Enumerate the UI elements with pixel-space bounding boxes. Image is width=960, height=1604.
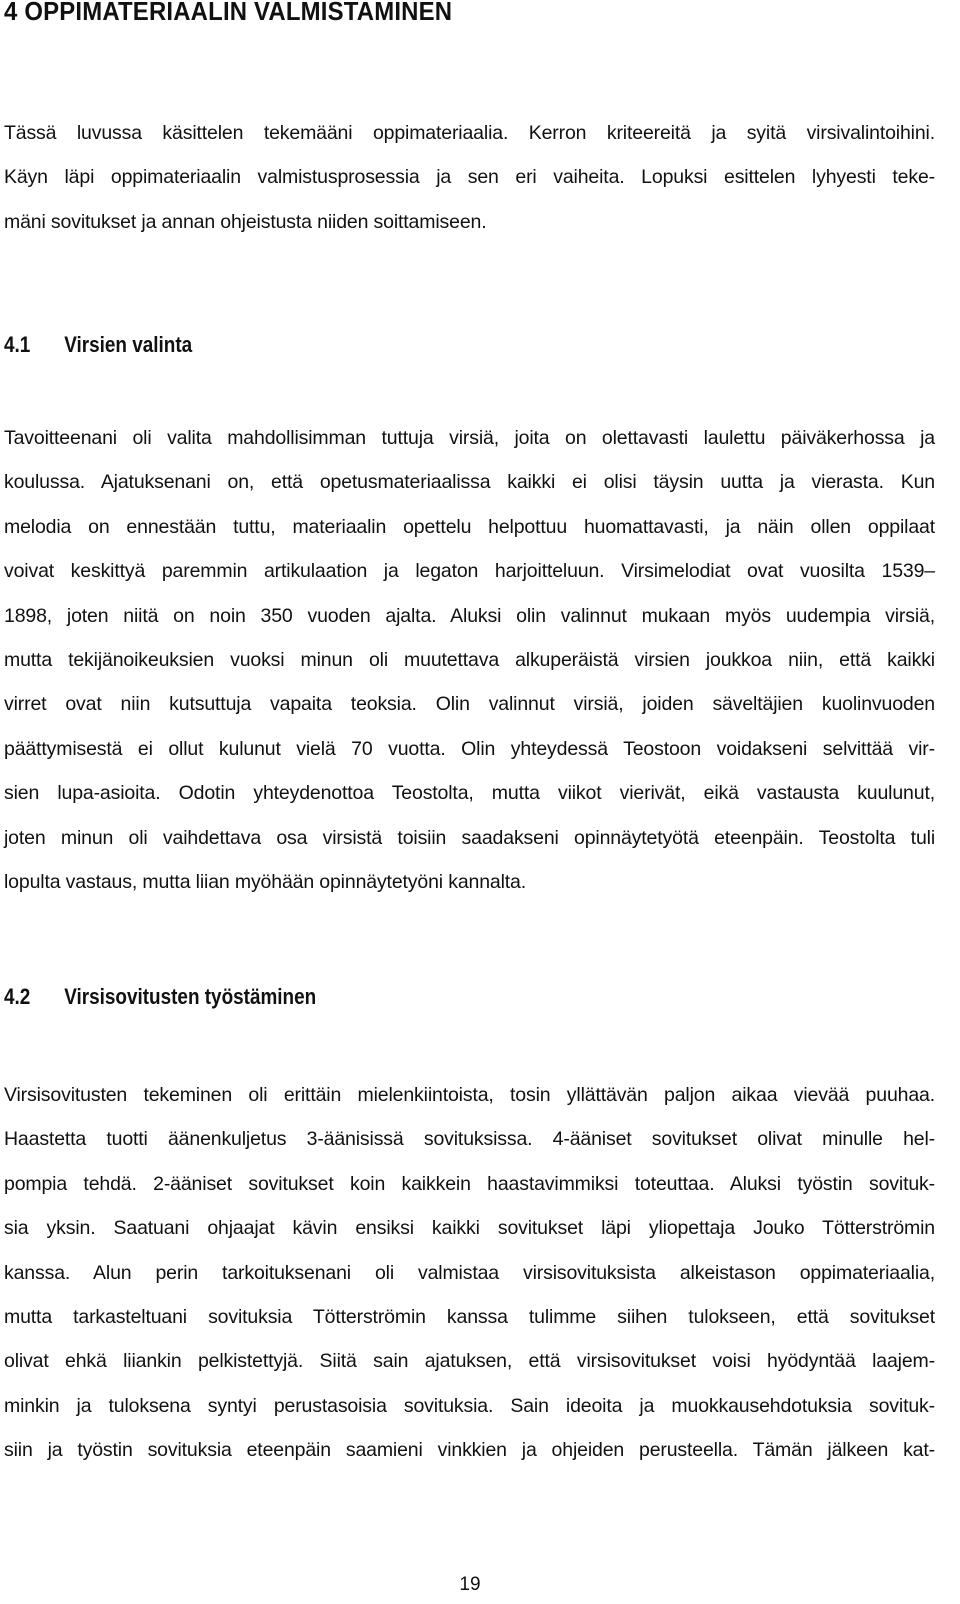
text-line: päättymisestä ei ollut kulunut vielä 70 vuotta. Olin yhteydessä Teostoon voidakseni selvittää vir- xyxy=(4,737,935,760)
text-line: olivat ehkä liiankin pelkistettyjä. Siitä sain ajatuksen, että virsisovitukset voisi hyödyntää laajem- xyxy=(4,1350,935,1373)
section-heading-4-1 xyxy=(4,332,192,358)
text-line: 1898, joten niitä on noin 350 vuoden ajalta. Aluksi olin valinnut mukaan myös uudempia virsiä, xyxy=(4,604,935,627)
text-line: voivat keskittyä paremmin artikulaation ja legaton harjoitteluun. Virsimelodiat ovat vuosilta 1539– xyxy=(4,560,935,583)
text-line: mutta tekijänoikeuksien vuoksi minun oli muutettava alkuperäistä virsien joukkoa niin, että kaikki xyxy=(4,649,935,672)
section-number: 4.1 xyxy=(4,332,31,357)
text-line: pompia tehdä. 2-ääniset sovitukset koin kaikkein haastavimmiksi toteuttaa. Aluksi työstin sovituk- xyxy=(4,1172,935,1195)
text-line: Virsisovitusten tekeminen oli erittäin mielenkiintoista, tosin yllättävän paljon aikaa vievää puuhaa. xyxy=(4,1084,935,1106)
text-line: Käyn läpi oppimateriaalin valmistusprosessia ja sen eri vaiheita. Lopuksi esittelen lyhyesti teke- xyxy=(4,166,935,189)
section-heading-4-2 xyxy=(4,984,316,1010)
section-title: Virsisovitusten työstäminen xyxy=(64,984,317,1009)
text-line: sien lupa-asioita. Odotin yhteydenottoa Teostolta, mutta viikot vierivät, eikä vastausta kuulunut, xyxy=(4,782,935,805)
text-line: kanssa. Alun perin tarkoituksenani oli valmistaa virsisovituksista alkeistason oppimateriaalia, xyxy=(4,1261,935,1284)
section-4-2-paragraph xyxy=(4,1073,935,1473)
text-line: mutta tarkasteltuani sovituksia Tötterströmin kanssa tulimme siihen tulokseen, että sovitukset xyxy=(4,1306,935,1329)
text-line: virret ovat niin kutsuttuja vapaita teoksia. Olin valinnut virsiä, joiden säveltäjien kuolinvuoden xyxy=(4,693,935,716)
text-line: joten minun oli vaihdettava osa virsistä toisiin saadakseni opinnäytetyötä eteenpäin. Teostolta tuli xyxy=(4,826,935,849)
text-line: minkin ja tuloksena syntyi perustasoisia sovituksia. Sain ideoita ja muokkausehdotuksia sovituk- xyxy=(4,1394,935,1417)
section-number: 4.2 xyxy=(4,984,31,1009)
page-number: 19 xyxy=(459,1574,481,1595)
section-4-1-paragraph xyxy=(4,416,935,904)
text-line: sia yksin. Saatuani ohjaajat kävin ensiksi kaikki sovitukset läpi yliopettaja Jouko Tötterströmin xyxy=(4,1217,935,1240)
text-line: mäni sovitukset ja annan ohjeistusta niiden soittamiseen. xyxy=(4,210,487,233)
text-line: Tässä luvussa käsittelen tekemääni oppimateriaalia. Kerron kriteereitä ja syitä virsivalintoihini. xyxy=(4,122,935,144)
chapter-heading: 4 OPPIMATERIAALIN VALMISTAMINEN xyxy=(4,0,453,26)
text-line: Haastetta tuotti äänenkuljetus 3-äänisissä sovituksissa. 4-ääniset sovitukset olivat minulle hel- xyxy=(4,1128,935,1151)
intro-paragraph xyxy=(4,111,935,244)
text-line: siin ja työstin sovituksia eteenpäin saamieni vinkkien ja ohjeiden perusteella. Tämän jälkeen kat- xyxy=(4,1439,935,1462)
text-line: melodia on ennestään tuttu, materiaalin opettelu helpottuu huomattavasti, ja näin ollen oppilaat xyxy=(4,515,935,538)
section-title: Virsien valinta xyxy=(64,332,193,357)
text-line: koulussa. Ajatuksenani on, että opetusmateriaalissa kaikki ei olisi täysin uutta ja vierasta. Kun xyxy=(4,471,935,494)
text-line: Tavoitteenani oli valita mahdollisimman tuttuja virsiä, joita on olettavasti laulettu päiväkerhossa ja xyxy=(4,427,935,449)
text-line: lopulta vastaus, mutta liian myöhään opinnäytetyöni kannalta. xyxy=(4,871,527,894)
